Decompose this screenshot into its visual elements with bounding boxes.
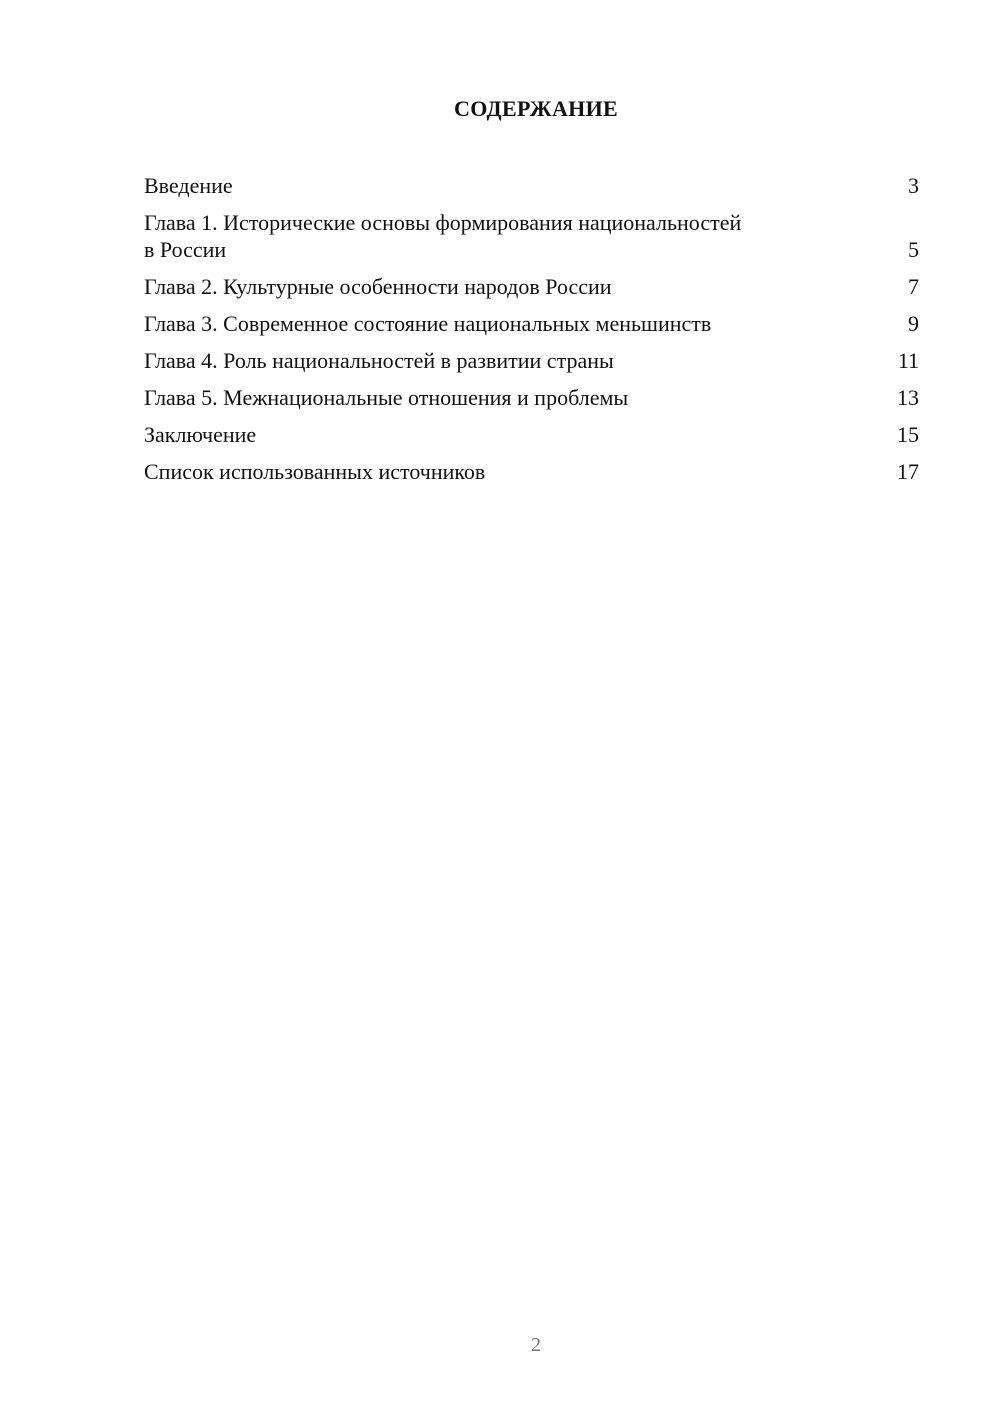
toc-entry-line: Глава 1. Исторические основы формирования национальностей xyxy=(144,210,742,235)
toc-page-number: 3 xyxy=(908,173,919,198)
toc-entry-chapter-5 xyxy=(144,384,919,411)
toc-entry-line: Глава 2. Культурные особенности народов России xyxy=(144,274,612,299)
toc-entry-text xyxy=(144,421,834,448)
toc-entry-conclusion xyxy=(144,421,919,448)
toc-entry-references xyxy=(144,458,919,485)
toc-entry-text xyxy=(144,347,834,374)
toc-entry-line: Глава 3. Современное состояние национальных меньшинств xyxy=(144,311,712,336)
toc-entry-chapter-3 xyxy=(144,310,919,337)
toc-entry-text xyxy=(144,273,834,300)
toc-entry-chapter-4 xyxy=(144,347,919,374)
toc-entry-line: Введение xyxy=(144,173,233,198)
toc-entry-text xyxy=(144,310,834,337)
toc-entry-introduction xyxy=(144,172,919,199)
toc-title: СОДЕРЖАНИЕ xyxy=(454,96,618,121)
toc-page-number: 13 xyxy=(897,385,919,410)
toc-page-number: 11 xyxy=(897,348,919,373)
toc-entry-chapter-2 xyxy=(144,273,919,300)
toc-entry-line: Список использованных источников xyxy=(144,459,486,484)
toc-entry-line: Глава 4. Роль национальностей в развитии страны xyxy=(144,348,614,373)
table-of-contents xyxy=(144,172,919,495)
page-number: 2 xyxy=(531,1334,541,1356)
toc-entry-text xyxy=(144,384,834,411)
toc-page-number: 17 xyxy=(897,459,919,484)
toc-entry-line: Заключение xyxy=(144,422,257,447)
toc-page-number: 15 xyxy=(897,422,919,447)
toc-entry-line: Глава 5. Межнациональные отношения и проблемы xyxy=(144,385,629,410)
toc-page-number: 9 xyxy=(908,311,919,336)
toc-page-number: 7 xyxy=(908,274,919,299)
toc-entry-line: в России xyxy=(144,237,227,262)
toc-entry-text xyxy=(144,172,834,199)
toc-entry-text xyxy=(144,209,834,263)
toc-page-number: 5 xyxy=(908,237,919,262)
toc-entry-chapter-1 xyxy=(144,209,919,263)
toc-entry-text xyxy=(144,458,834,485)
